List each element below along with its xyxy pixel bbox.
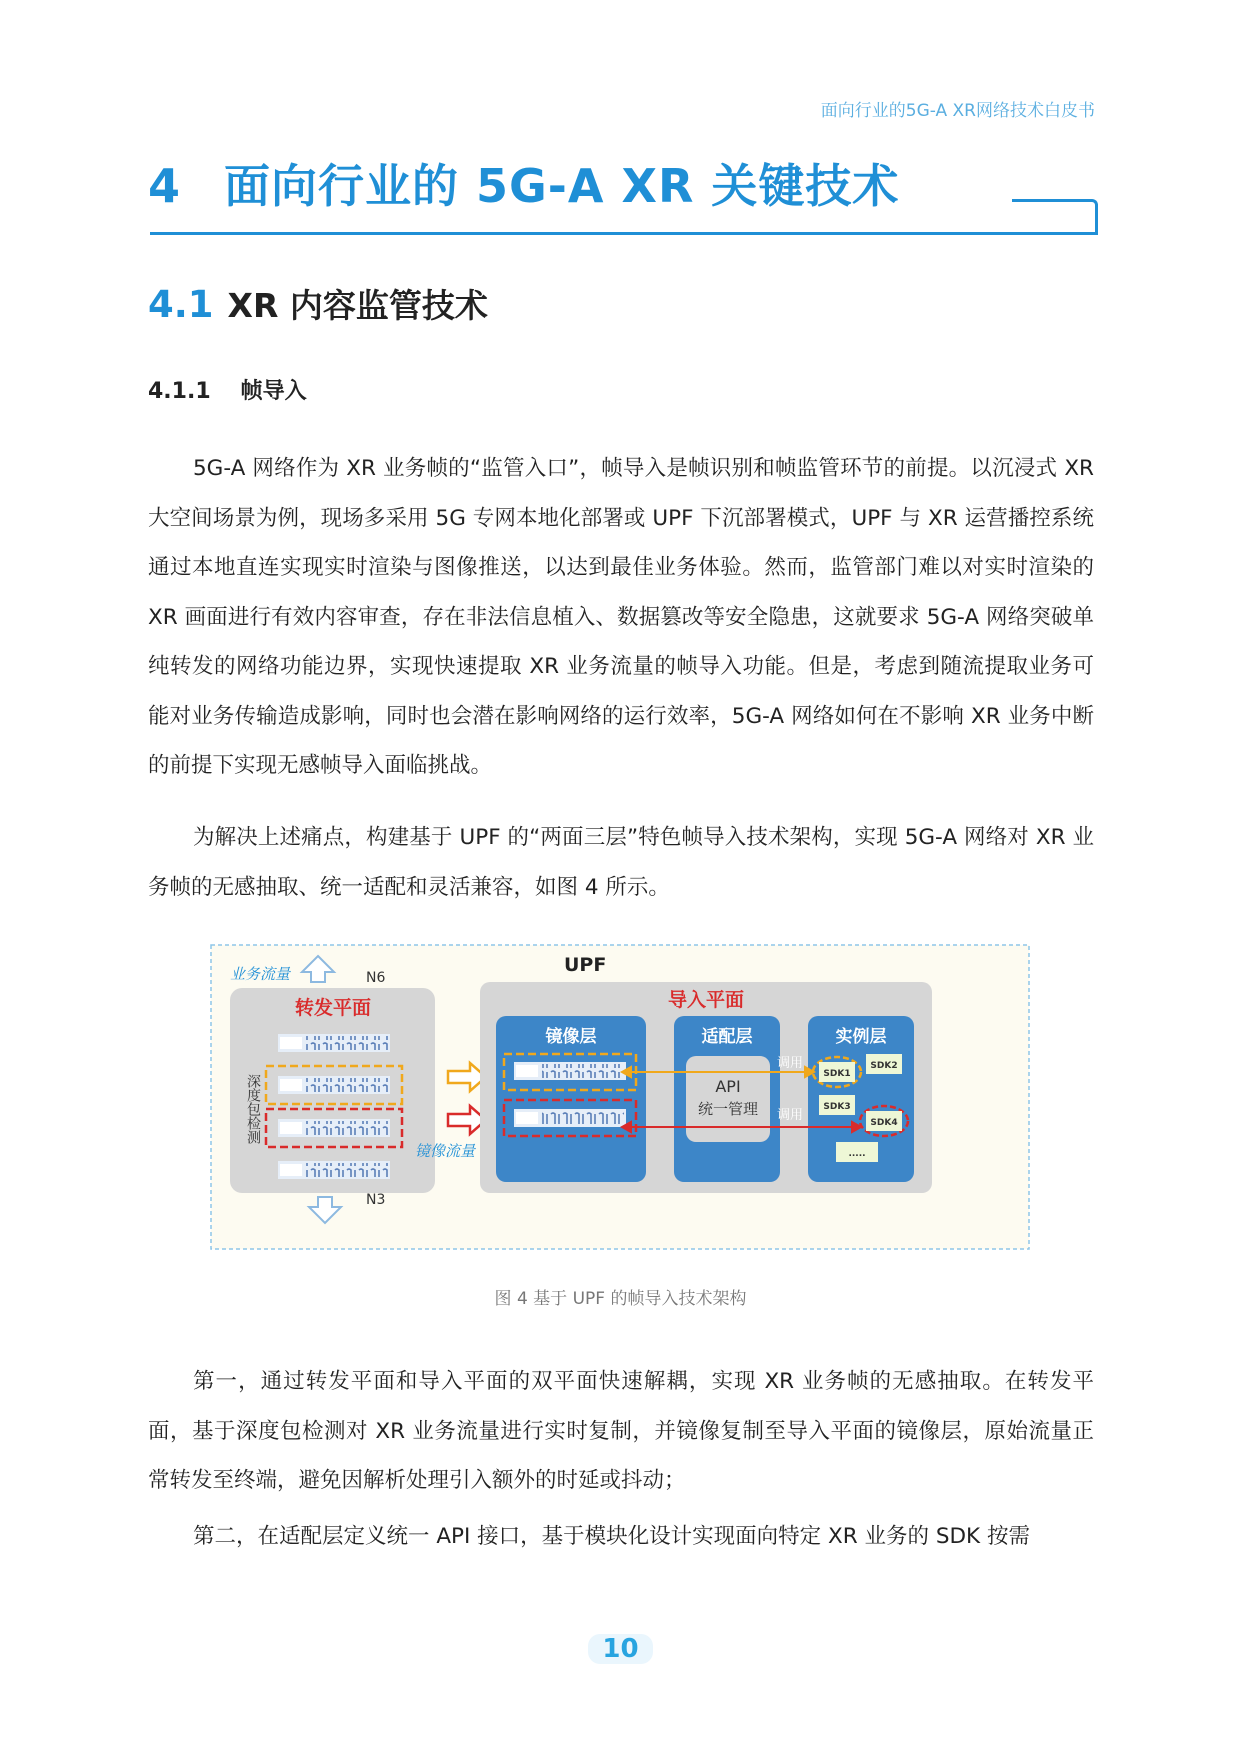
paragraph-4: 第二，在适配层定义统一 API 接口，基于模块化设计实现面向特定 XR 业务的 SDK 按需	[193, 1524, 1030, 1549]
upf-architecture-figure	[210, 944, 1030, 1250]
chapter-rule	[150, 232, 1098, 235]
sdk2-label: SDK2	[870, 1061, 898, 1071]
chapter-rule-tab	[1012, 199, 1098, 233]
import-plane-title: 导入平面	[667, 989, 745, 1011]
paragraph-3: 第一，通过转发平面和导入平面的双平面快速解耦，实现 XR 业务帧的无感抽取。在转发平面，基于深度包检测对 XR 业务流量进行实时复制，并镜像复制至导入平面的镜像层，原始流量正常转发至终端，避免因解析处理引入额外的时延或抖动；	[148, 1369, 1094, 1493]
section-number: 4.1	[148, 283, 214, 326]
chapter-heading	[148, 150, 899, 216]
upf-label: UPF	[564, 954, 607, 976]
mirror-layer-title: 镜像层	[545, 1027, 597, 1047]
call-label-2: 调用	[777, 1108, 804, 1123]
call-label-1: 调用	[777, 1056, 804, 1071]
n3-label: N3	[366, 1192, 386, 1208]
page-number	[0, 1634, 1241, 1664]
forward-plane-title: 转发平面	[294, 997, 372, 1019]
api-line-1: API	[715, 1077, 741, 1096]
paragraph-1: 5G-A 网络作为 XR 业务帧的“监管入口”，帧导入是帧识别和帧监管环节的前提。以沉浸式 XR 大空间场景为例，现场多采用 5G 专网本地化部署或 UPF 下沉部署模式，UPF 与 XR 运营播控系统通过本地直连实现实时渲染与图像推送，以达到最佳业务体验。然而，监管部门难以对实时渲染的 XR 画面进行有效内容审查，存在非法信息植入、数据篡改等安全隐患，这就要求 5G-A 网络突破单纯转发的网络功能边界，实现快速提取 XR 业务流量的帧导入功能。但是，考虑到随流提取业务可能对业务传输造成影响，同时也会潜在影响网络的运行效率，5G-A 网络如何在不影响 XR 业务中断的前提下实现无感帧导入面临挑战。	[148, 456, 1094, 778]
api-line-2: 统一管理	[697, 1100, 759, 1118]
n6-label: N6	[366, 970, 386, 986]
sdk4-label: SDK4	[870, 1118, 898, 1128]
page-number-value: 10	[588, 1634, 652, 1664]
adapt-layer-title: 适配层	[701, 1027, 753, 1047]
sdk3-label: SDK3	[823, 1102, 851, 1112]
api-box	[686, 1056, 770, 1142]
sdk1-label: SDK1	[823, 1069, 851, 1079]
section-heading	[148, 280, 488, 327]
section-title: XR 内容监管技术	[227, 286, 488, 325]
dpi-label: 深度包检测	[245, 1074, 261, 1144]
sdk-more-label: .....	[848, 1149, 866, 1159]
paragraph-2: 为解决上述痛点，构建基于 UPF 的“两面三层”特色帧导入技术架构，实现 5G-A 网络对 XR 业务帧的无感抽取、统一适配和灵活兼容，如图 4 所示。	[148, 825, 1094, 900]
service-flow-label: 业务流量	[230, 965, 291, 983]
subsection-heading	[148, 374, 307, 405]
chapter-title: 面向行业的 5G-A XR 关键技术	[224, 159, 900, 213]
mirror-flow-label: 镜像流量	[415, 1142, 476, 1160]
chapter-number: 4	[148, 159, 182, 213]
figure-caption: 图 4 基于 UPF 的帧导入技术架构	[494, 1289, 747, 1309]
running-header: 面向行业的5G-A XR网络技术白皮书	[820, 101, 1095, 121]
subsection-number: 4.1.1	[148, 379, 211, 404]
subsection-title: 帧导入	[240, 379, 307, 404]
instance-layer-title: 实例层	[835, 1027, 887, 1047]
